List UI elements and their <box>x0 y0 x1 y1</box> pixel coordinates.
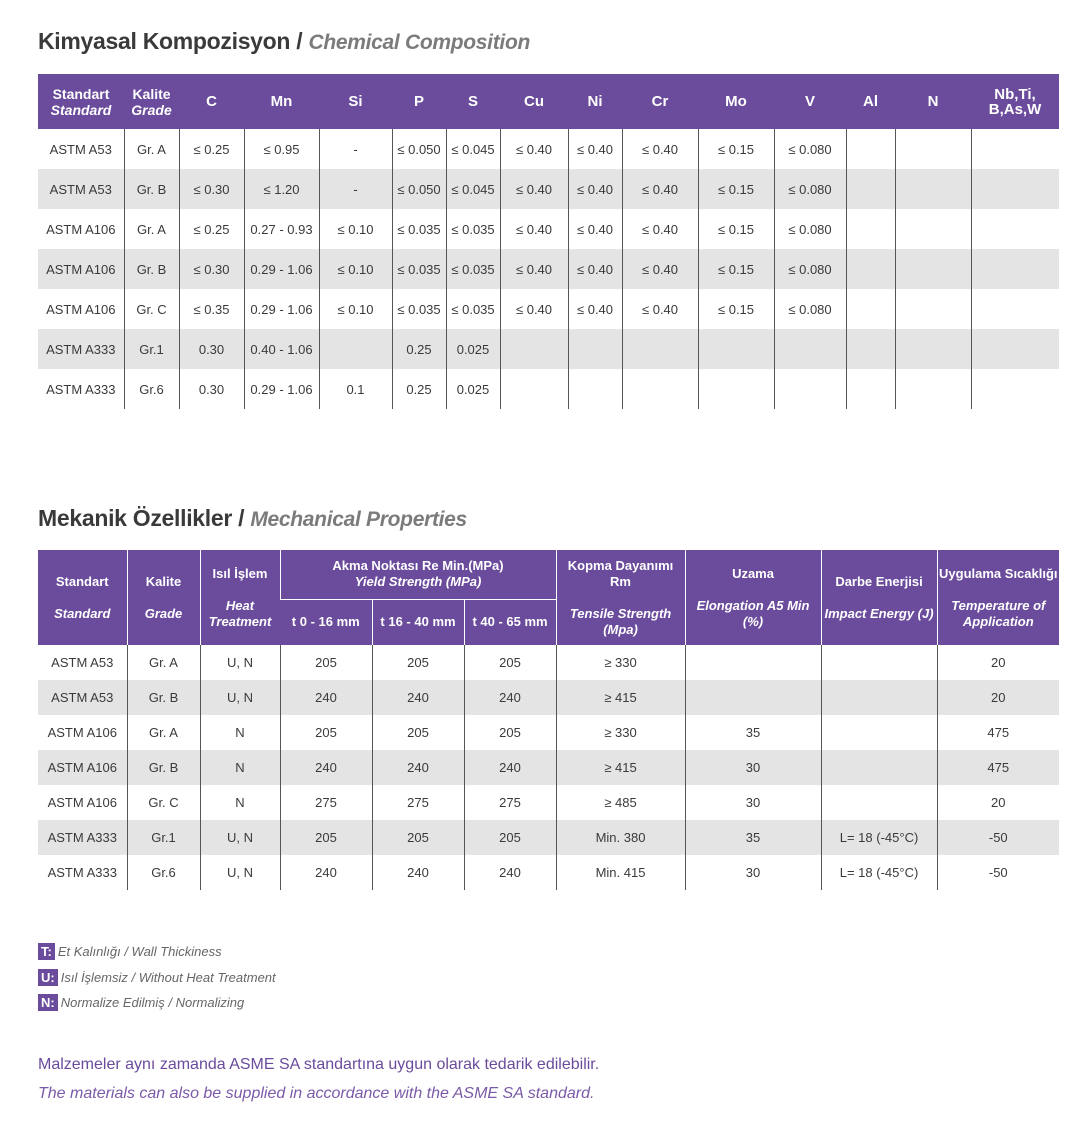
table-cell: ≤ 0.035 <box>446 249 500 289</box>
table-cell: ASTM A106 <box>47 795 117 810</box>
table-cell: ≤ 0.050 <box>392 129 446 169</box>
col-yield-tr: Akma Noktası Re Min.(MPa) <box>332 558 504 574</box>
table-cell: 275 <box>280 785 372 820</box>
table-cell: ≤ 0.15 <box>698 289 774 329</box>
table-cell: 0.30 <box>179 329 244 369</box>
table-cell: ≤ 0.40 <box>568 129 622 169</box>
legend-text: Isıl İşlemsiz / Without Heat Treatment <box>60 970 276 985</box>
table-cell: 0.025 <box>446 369 500 409</box>
table-row <box>38 680 1059 715</box>
table-cell: ≤ 0.035 <box>446 209 500 249</box>
table-cell: Gr. A <box>124 209 179 249</box>
legend-item <box>38 994 244 1011</box>
table-cell: 205 <box>372 820 464 855</box>
table-cell: 30 <box>685 855 821 890</box>
table-cell: U, N <box>200 645 280 680</box>
col-standard-tr: Standart <box>52 85 110 102</box>
col-v: V <box>774 74 846 129</box>
table-cell: 240 <box>280 750 372 785</box>
table-cell: 240 <box>280 680 372 715</box>
table-cell <box>895 369 971 409</box>
table-cell: ≤ 0.40 <box>568 209 622 249</box>
table-cell: 0.40 - 1.06 <box>244 329 319 369</box>
table-cell <box>821 750 937 785</box>
col-heat-tr: Isıl İşlem <box>212 565 268 581</box>
table-cell: 0.025 <box>446 329 500 369</box>
legend-item <box>38 969 276 986</box>
table-cell: ≤ 0.15 <box>698 169 774 209</box>
table-cell <box>698 329 774 369</box>
table-cell <box>846 369 895 409</box>
col-grade-tr: Kalite <box>145 573 182 589</box>
table-cell <box>500 369 568 409</box>
table-cell: 20 <box>937 680 1059 715</box>
table-cell: ≤ 0.035 <box>392 209 446 249</box>
chemical-composition-table <box>38 74 1059 409</box>
table-cell <box>774 369 846 409</box>
table-cell: U, N <box>200 680 280 715</box>
col-al: Al <box>846 74 895 129</box>
table-cell: Gr. B <box>124 169 179 209</box>
table-cell <box>685 680 821 715</box>
table-cell: Min. 415 <box>556 855 685 890</box>
col-yield-en: Yield Strength (MPa) <box>354 574 482 590</box>
table-cell: ASTM A106 <box>38 249 124 289</box>
col-t-16-40: t 16 - 40 mm <box>372 599 464 645</box>
col-tensile-en: Tensile Strength (Mpa) <box>569 605 672 637</box>
table-cell: ≤ 0.95 <box>244 129 319 169</box>
legend-key: T: <box>38 943 55 960</box>
table-cell <box>846 209 895 249</box>
table-cell: ≤ 0.25 <box>179 209 244 249</box>
table-cell: ≤ 0.080 <box>774 249 846 289</box>
table-cell: ≥ 330 <box>556 715 685 750</box>
table-cell: ASTM A106 <box>46 221 116 237</box>
table-cell: 205 <box>464 820 556 855</box>
table-cell: Gr. B <box>124 249 179 289</box>
table-cell <box>895 329 971 369</box>
table-cell: ≥ 330 <box>556 645 685 680</box>
table-cell: 205 <box>280 820 372 855</box>
table-cell: 205 <box>464 645 556 680</box>
table-cell: 0.25 <box>392 329 446 369</box>
table-cell: 35 <box>685 820 821 855</box>
table-cell: ≤ 0.40 <box>500 289 568 329</box>
table-cell: ≤ 1.20 <box>244 169 319 209</box>
table-cell: L= 18 (-45°C) <box>821 855 937 890</box>
col-cu: Cu <box>500 74 568 129</box>
mechanical-section-title <box>38 505 467 532</box>
table-cell <box>698 369 774 409</box>
table-cell: Gr. B <box>127 680 200 715</box>
col-impact-energy <box>821 550 937 645</box>
table-cell: 0.27 - 0.93 <box>244 209 319 249</box>
col-si: Si <box>319 74 392 129</box>
table-cell <box>500 329 568 369</box>
table-cell: 20 <box>937 645 1059 680</box>
table-row <box>38 169 1059 209</box>
mechanical-table-body <box>38 645 1059 890</box>
col-nb-ti-b-as-w: Nb,Ti, B,As,W <box>971 74 1059 129</box>
table-row <box>38 820 1059 855</box>
table-cell: ASTM A106 <box>38 750 127 785</box>
table-cell: 0.29 - 1.06 <box>244 289 319 329</box>
table-cell <box>971 289 1059 329</box>
table-cell <box>622 369 698 409</box>
col-elong-tr: Uzama <box>732 565 774 581</box>
col-impact-en: Impact Energy (J) <box>824 605 934 621</box>
table-cell: 0.29 - 1.06 <box>244 249 319 289</box>
col-grade-en: Grade <box>131 101 172 118</box>
table-cell: ≤ 0.080 <box>774 289 846 329</box>
legend-key: U: <box>38 969 58 986</box>
table-cell: 240 <box>464 855 556 890</box>
table-cell: ASTM A333 <box>46 381 116 397</box>
table-cell: ≤ 0.080 <box>774 169 846 209</box>
table-cell: ≥ 485 <box>556 785 685 820</box>
col-elong-en: Elongation A5 Min (%) <box>696 597 810 629</box>
table-cell: Gr. A <box>127 715 200 750</box>
table-cell <box>971 129 1059 169</box>
table-cell: - <box>319 129 392 169</box>
table-cell <box>821 645 937 680</box>
table-cell: Gr.6 <box>124 369 179 409</box>
table-cell: ≤ 0.035 <box>446 289 500 329</box>
table-cell: Gr. A <box>124 129 179 169</box>
table-cell: ≤ 0.35 <box>179 289 244 329</box>
table-cell: ASTM A333 <box>38 329 124 369</box>
table-cell: ≥ 415 <box>556 680 685 715</box>
legend-item <box>38 943 222 960</box>
table-cell: ≤ 0.045 <box>446 129 500 169</box>
title-separator: / <box>238 505 245 531</box>
table-row <box>38 750 1059 785</box>
chemical-section-title <box>38 28 530 55</box>
table-cell: ≤ 0.045 <box>446 169 500 209</box>
table-cell: Gr. C <box>124 289 179 329</box>
table-cell <box>846 129 895 169</box>
table-cell: Gr.1 <box>124 329 179 369</box>
table-cell: 240 <box>464 750 556 785</box>
table-cell: ≤ 0.15 <box>698 249 774 289</box>
table-cell: ASTM A53 <box>51 655 114 670</box>
table-cell <box>971 369 1059 409</box>
table-cell: ≤ 0.40 <box>622 169 698 209</box>
table-cell: 35 <box>685 715 821 750</box>
table-cell <box>846 289 895 329</box>
table-cell: ≤ 0.10 <box>319 289 392 329</box>
table-cell: ≤ 0.10 <box>319 209 392 249</box>
table-cell <box>319 329 392 369</box>
col-tensile-strength <box>556 550 685 645</box>
col-p: P <box>392 74 446 129</box>
mechanical-title-en: Mechanical Properties <box>250 508 467 531</box>
table-row <box>38 329 1059 369</box>
table-cell <box>685 645 821 680</box>
table-row <box>38 289 1059 329</box>
table-cell: N <box>200 750 280 785</box>
table-cell: ≤ 0.080 <box>774 129 846 169</box>
table-cell: ≤ 0.40 <box>500 249 568 289</box>
table-cell: ASTM A106 <box>47 725 117 740</box>
table-cell: 240 <box>280 855 372 890</box>
table-cell: Min. 380 <box>556 820 685 855</box>
table-cell <box>821 680 937 715</box>
col-temp-tr: Uygulama Sıcaklığı <box>939 565 1058 581</box>
col-t-0-16: t 0 - 16 mm <box>280 599 372 645</box>
table-cell: Gr.6 <box>127 855 200 890</box>
table-cell: 205 <box>372 715 464 750</box>
table-cell: 30 <box>685 785 821 820</box>
table-cell <box>971 329 1059 369</box>
table-row <box>38 369 1059 409</box>
table-cell: 475 <box>937 715 1059 750</box>
col-grade <box>124 74 179 129</box>
table-cell: 205 <box>280 645 372 680</box>
table-cell: N <box>200 785 280 820</box>
col-mo: Mo <box>698 74 774 129</box>
col-application-temperature <box>937 550 1059 645</box>
table-row <box>38 209 1059 249</box>
table-cell: 20 <box>937 785 1059 820</box>
table-cell: - <box>319 169 392 209</box>
table-cell: 0.29 - 1.06 <box>244 369 319 409</box>
col-c: C <box>179 74 244 129</box>
table-cell: U, N <box>200 820 280 855</box>
table-cell <box>568 369 622 409</box>
table-cell: 475 <box>937 750 1059 785</box>
table-cell: ≤ 0.080 <box>774 209 846 249</box>
table-cell: -50 <box>937 855 1059 890</box>
table-cell <box>895 129 971 169</box>
table-cell <box>895 249 971 289</box>
table-cell: ASTM A53 <box>38 169 124 209</box>
col-tensile-tr: Kopma Dayanımı Rm <box>567 557 674 589</box>
col-t-40-65: t 40 - 65 mm <box>464 599 556 645</box>
table-cell: ≤ 0.25 <box>179 129 244 169</box>
col-ni: Ni <box>568 74 622 129</box>
col-heat-treatment <box>200 550 280 645</box>
title-separator: / <box>296 28 303 54</box>
table-cell: 0.1 <box>319 369 392 409</box>
table-cell: ≤ 0.40 <box>568 249 622 289</box>
col-n: N <box>895 74 971 129</box>
table-cell <box>971 169 1059 209</box>
table-cell: ≤ 0.40 <box>622 249 698 289</box>
col-standard <box>38 550 127 645</box>
table-cell: 240 <box>464 680 556 715</box>
table-cell: 205 <box>464 715 556 750</box>
table-cell <box>895 169 971 209</box>
col-cr: Cr <box>622 74 698 129</box>
table-cell: ≤ 0.050 <box>392 169 446 209</box>
note-english: The materials can also be supplied in accordance with the ASME SA standard. <box>38 1085 595 1102</box>
table-cell: 205 <box>372 645 464 680</box>
table-cell: Gr. A <box>127 645 200 680</box>
col-standard <box>38 74 124 129</box>
table-cell: ≤ 0.035 <box>392 289 446 329</box>
legend-text: Et Kalınlığı / Wall Thickiness <box>57 944 222 959</box>
col-grade-tr: Kalite <box>132 85 171 102</box>
col-grade-en: Grade <box>144 605 183 621</box>
table-cell <box>895 209 971 249</box>
table-cell <box>895 289 971 329</box>
table-cell: 275 <box>372 785 464 820</box>
table-cell: -50 <box>937 820 1059 855</box>
table-cell: Gr.1 <box>127 820 200 855</box>
table-cell: 0.25 <box>392 369 446 409</box>
table-cell: Gr. C <box>127 785 200 820</box>
table-cell: ≤ 0.40 <box>622 129 698 169</box>
table-cell <box>821 715 937 750</box>
table-cell: ≤ 0.30 <box>179 249 244 289</box>
col-heat-en: Heat Treatment <box>208 597 272 629</box>
table-cell: ≤ 0.15 <box>698 129 774 169</box>
table-cell: ≤ 0.40 <box>622 209 698 249</box>
table-cell: ≤ 0.40 <box>500 169 568 209</box>
table-cell: ≤ 0.15 <box>698 209 774 249</box>
table-cell <box>971 209 1059 249</box>
table-cell: 240 <box>372 680 464 715</box>
table-cell: ≤ 0.10 <box>319 249 392 289</box>
mechanical-header-row <box>38 550 1059 599</box>
table-cell: ≤ 0.40 <box>568 169 622 209</box>
table-cell: 240 <box>372 855 464 890</box>
table-cell <box>774 329 846 369</box>
table-cell: 30 <box>685 750 821 785</box>
table-cell: ≤ 0.30 <box>179 169 244 209</box>
table-cell <box>971 249 1059 289</box>
chemical-table-body <box>38 129 1059 409</box>
table-cell: N <box>200 715 280 750</box>
legend-key: N: <box>38 994 58 1011</box>
table-cell: ≤ 0.40 <box>622 289 698 329</box>
table-cell: ≤ 0.035 <box>392 249 446 289</box>
table-cell: ≤ 0.40 <box>568 289 622 329</box>
table-cell: ASTM A333 <box>38 820 127 855</box>
table-cell: ASTM A53 <box>38 680 127 715</box>
chemical-header-row <box>38 74 1059 129</box>
table-cell <box>568 329 622 369</box>
table-cell: 275 <box>464 785 556 820</box>
table-cell: 240 <box>372 750 464 785</box>
table-cell: 205 <box>280 715 372 750</box>
legend-text: Normalize Edilmiş / Normalizing <box>60 995 245 1010</box>
table-cell: ASTM A53 <box>49 141 112 157</box>
table-cell: Gr. B <box>127 750 200 785</box>
chemical-title-en: Chemical Composition <box>308 31 530 54</box>
col-standard-tr: Standart <box>55 573 109 589</box>
table-cell: ≤ 0.40 <box>500 209 568 249</box>
col-elongation <box>685 550 821 645</box>
table-row <box>38 855 1059 890</box>
mechanical-properties-table <box>38 550 1059 890</box>
table-row <box>38 249 1059 289</box>
table-cell: ASTM A106 <box>46 301 116 317</box>
table-row <box>38 645 1059 680</box>
table-cell: ≥ 415 <box>556 750 685 785</box>
note-turkish: Malzemeler aynı zamanda ASME SA standartına uygun olarak tedarik edilebilir. <box>38 1056 600 1073</box>
chemical-title-tr: Kimyasal Kompozisyon <box>38 28 291 54</box>
table-cell: 0.30 <box>179 369 244 409</box>
table-row <box>38 715 1059 750</box>
mechanical-title-tr: Mekanik Özellikler <box>38 505 233 531</box>
table-row <box>38 129 1059 169</box>
table-cell <box>821 785 937 820</box>
col-standard-en: Standard <box>54 605 111 621</box>
col-standard-en: Standard <box>50 101 112 118</box>
table-cell: U, N <box>200 855 280 890</box>
col-impact-tr: Darbe Enerjisi <box>835 573 923 589</box>
col-mn: Mn <box>244 74 319 129</box>
col-yield-strength <box>280 550 556 599</box>
table-row <box>38 785 1059 820</box>
col-temp-en: Temperature of Application <box>951 597 1046 629</box>
table-cell <box>846 169 895 209</box>
table-cell <box>846 329 895 369</box>
col-grade <box>127 550 200 645</box>
table-cell <box>846 249 895 289</box>
table-cell: ≤ 0.40 <box>500 129 568 169</box>
table-cell: L= 18 (-45°C) <box>821 820 937 855</box>
col-s: S <box>446 74 500 129</box>
table-cell <box>622 329 698 369</box>
table-cell: ASTM A333 <box>47 865 117 880</box>
